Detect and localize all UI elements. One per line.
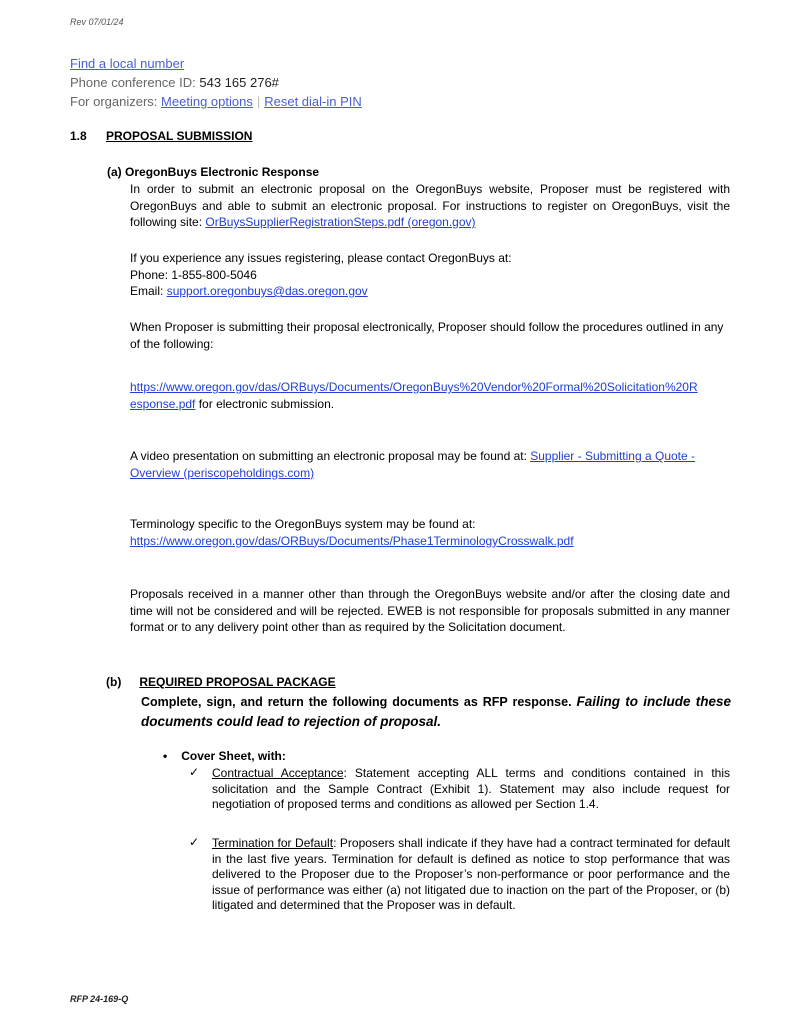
find-local-number-link[interactable] [70,54,184,73]
cover-sheet-title: Cover Sheet, with: [181,749,286,763]
issues-text: If you experience any issues registering, please contact OregonBuys at: [130,251,512,265]
link-separator: | [256,94,261,109]
revision-date: Rev 07/01/24 [70,17,124,27]
terminology-block [130,516,730,549]
procedures-paragraph: When Proposer is submitting their proposal electronically, Proposer should follow the procedures outlined in any of the following: [130,320,724,351]
contractual-acceptance-item [212,766,730,813]
termination-for-default-item [212,836,730,914]
registration-steps-link[interactable]: OrBuysSupplierRegistrationSteps.pdf (oregon.gov) [205,215,476,229]
phone-conference-id: 543 165 276# [199,75,279,90]
required-package-intro [141,692,731,732]
footer-document-id: RFP 24-169-Q [70,994,129,1004]
email-line [130,283,730,300]
supplier-quote-link-line2[interactable]: Overview (periscopeholdings.com) [130,465,315,480]
terminology-crosswalk-link[interactable]: https://www.oregon.gov/das/ORBuys/Documents/Phase1TerminologyCrosswalk.pdf [130,533,574,548]
meeting-options-link[interactable]: Meeting options [161,94,253,109]
section-heading [70,129,252,143]
phone-line: Phone: 1-855-800-5046 [130,267,257,282]
part-b-heading [106,675,336,689]
part-a-title: OregonBuys Electronic Response [125,165,320,179]
support-email-link[interactable]: support.oregonbuys@das.oregon.gov [166,284,368,298]
rejection-paragraph: Proposals received in a manner other than through the OregonBuys website and/or after the closing date and time will not be considered and will be rejected. EWEB is not responsible for proposals submitted in any manner format or to any delivery point other than as required by the Solicitation document. [130,587,730,634]
part-a-label: (a) [107,165,122,179]
email-label: Email: [130,284,167,298]
find-local-number-text[interactable]: Find a local number [70,56,185,71]
terminology-text: Terminology specific to the OregonBuys system may be found at: [130,517,476,531]
part-b-label: (b) [106,675,122,689]
electronic-submission-text: for electronic submission. [195,396,335,411]
phone-conference-label: Phone conference ID: [70,75,196,90]
bullet-icon: • [163,749,168,763]
item-text: : Proposers shall indicate if they have had a contract terminated for default in the last five years. Termination for default is defined as notice to stop performance that was delivered to the Proposer due to the Proposer’s non-performance or poor performance and the issue of performance was either (a) not litigated due to inaction on the part of the Proposer, or (b) litigated and determined that the Proposer was in default. [212,836,730,912]
organizers-label: For organizers: [70,94,158,109]
section-title: PROPOSAL SUBMISSION [106,129,253,143]
phone-conference-line [70,73,279,92]
registration-text: In order to submit an electronic proposal on the OregonBuys website, Proposer must be registered with OregonBuys and able to submit an electronic proposal. For instructions to register on OregonBuys, visit the following site: [130,182,730,229]
organizers-line [70,92,362,111]
video-text: A video presentation on submitting an electronic proposal may be found at: [130,449,531,463]
part-b-title: REQUIRED PROPOSAL PACKAGE [139,675,336,689]
vendor-formal-solicitation-block [130,379,740,412]
supplier-quote-link-line1[interactable]: Supplier - Submitting a Quote - [530,449,695,463]
registration-paragraph [130,181,730,231]
checkmark-icon: ✓ [189,765,200,779]
cover-sheet-bullet [163,749,286,763]
video-presentation-block [130,448,730,481]
item-text: : Statement accepting ALL terms and conditions contained in this solicitation and the Sample Contract (Exhibit 1). Statement may also include request for negotiation of proposed terms and conditions as allowed per Section 1.4. [212,766,730,811]
vendor-formal-solicitation-link-line2[interactable]: esponse.pdf [130,396,196,411]
checkmark-icon: ✓ [189,835,200,849]
support-contact-block [130,250,730,300]
item-heading: Contractual Acceptance [212,766,344,780]
item-heading: Termination for Default [212,836,334,850]
reset-dial-in-pin-link[interactable]: Reset dial-in PIN [264,94,362,109]
part-a-heading [107,165,319,179]
vendor-formal-solicitation-link-line1[interactable]: https://www.oregon.gov/das/ORBuys/Documents/OregonBuys%20Vendor%20Formal%20Solicitation%20R [130,380,698,394]
intro-text: Complete, sign, and return the following documents as RFP response. [141,695,577,709]
intro-emphasis: Failing to include these documents could lead to rejection of proposal. [141,694,731,729]
section-number: 1.8 [70,129,87,143]
